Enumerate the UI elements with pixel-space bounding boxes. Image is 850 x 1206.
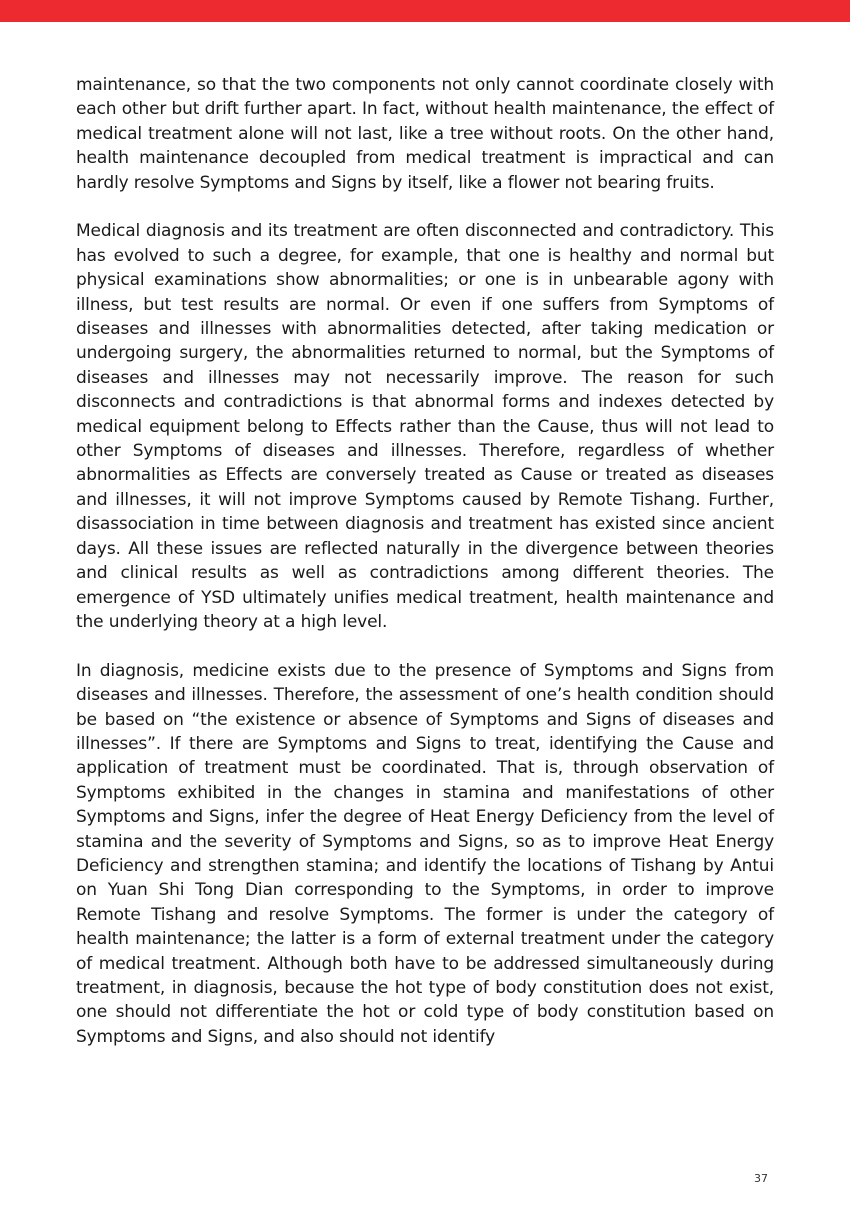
top-color-bar [0,0,850,22]
paragraph-1: maintenance, so that the two components not only cannot coordinate closely with each other but drift further apart. In fact, without health maintenance, the effect of medical treatment alone will not last, like a tree without roots. On the other hand, health maintenance decoupled from medical treatment is impractical and can hardly resolve Symptoms and Signs by itself, like a flower not bearing fruits. [76,75,774,193]
page-body [76,73,774,1049]
paragraph-3: In diagnosis, medicine exists due to the presence of Symptoms and Signs from diseases and illnesses. Therefore, the assessment of one’s health condition should be based on “the existence or absence of Symptoms and Signs of diseases and illnesses”. If there are Symptoms and Signs to treat, identifying the Cause and application of treatment must be coordinated. That is, through observation of Symptoms exhibited in the changes in stamina and manifestations of other Symptoms and Signs, infer the degree of Heat Energy Deficiency from the level of stamina and the severity of Symptoms and Signs, so as to improve Heat Energy Deficiency and strengthen stamina; and identify the locations of Tishang by Antui on Yuan Shi Tong Dian corresponding to the Symptoms, in order to improve Remote Tishang and resolve Symptoms. The former is under the category of health maintenance; the latter is a form of external treatment under the category of medical treatment. Although both have to be addressed simultaneously during treatment, in diagnosis, because the hot type of body constitution does not exist, one should not differentiate the hot or cold type of body constitution based on Symptoms and Signs, and also should not identify [76,660,774,1047]
paragraph-2: Medical diagnosis and its treatment are often disconnected and contradictory. This has evolved to such a degree, for example, that one is healthy and normal but physical examinations show abnormalities; or one is in unbearable agony with illness, but test results are normal. Or even if one suffers from Symptoms of diseases and illnesses with abnormalities detected, after taking medication or undergoing surgery, the abnormalities returned to normal, but the Symptoms of diseases and illnesses may not necessarily improve. The reason for such disconnects and contradictions is that abnormal forms and indexes detected by medical equipment belong to Effects rather than the Cause, thus will not lead to other Symptoms of diseases and illnesses. Therefore, regardless of whether abnormalities as Effects are conversely treated as Cause or treated as diseases and illnesses, it will not improve Symptoms caused by Remote Tishang. Further, disassociation in time between diagnosis and treatment has existed since ancient days. All these issues are reflected naturally in the divergence between theories and clinical results as well as contradictions among different theories. The emergence of YSD ultimately unifies medical treatment, health maintenance and the underlying theory at a high level. [76,221,774,632]
page-number: 37 [754,1172,768,1185]
